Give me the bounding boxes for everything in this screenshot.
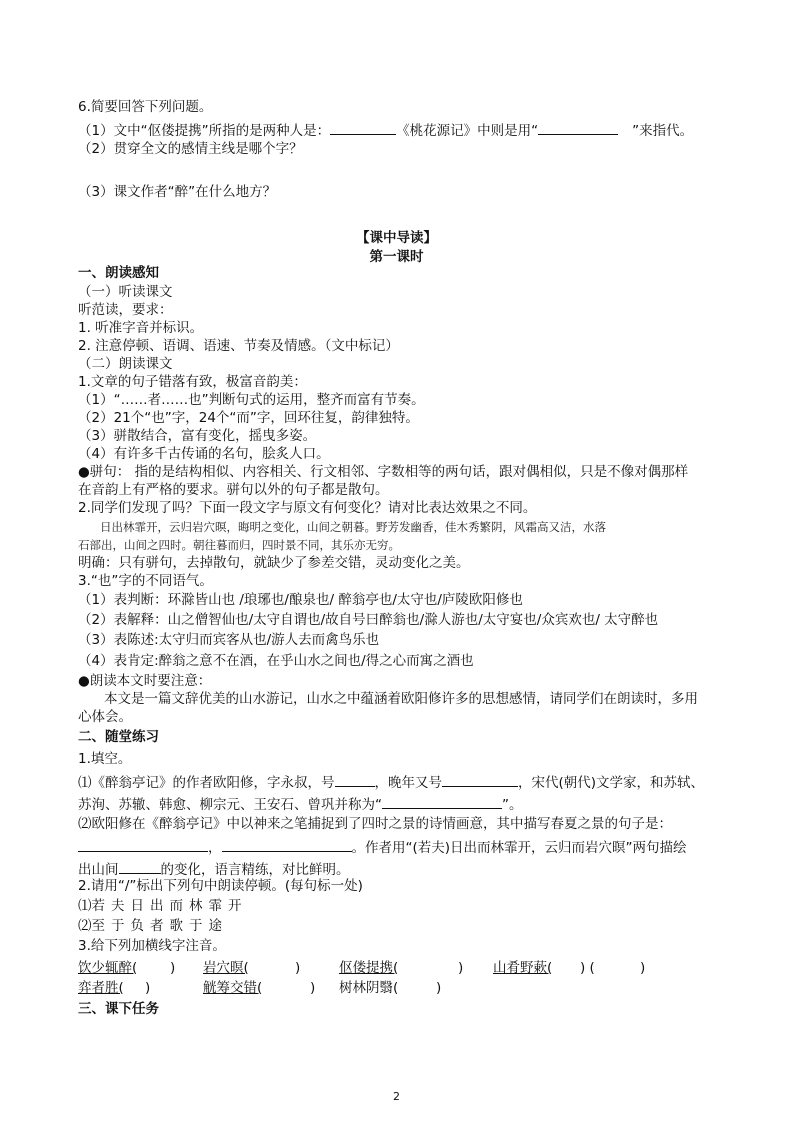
part2-line: 2.请用“/”标出下列句中朗读停顿。(每句标一处) [78, 878, 363, 894]
pause-sentence-text: 若夫日出而林霏开 [91, 898, 248, 914]
fill-text: 苏洵、苏辙、韩愈、柳宗元、王安石、曾巩并称为“ [78, 797, 382, 813]
part1-line: 1.文章的句子错落有致，极富音韵美： [78, 374, 307, 390]
fill-in-line [78, 794, 523, 814]
part1-line: 1. 听准字音并标识。 [78, 320, 204, 336]
pinyin-close: ) [436, 980, 442, 996]
part1-title: 一、朗读感知 [78, 265, 159, 281]
part1-line: 听范读，要求： [78, 302, 173, 318]
fill-text: ，晚年又号 [374, 775, 442, 791]
part3-title: 三、课下任务 [78, 1001, 159, 1017]
pinyin-item[interactable]: 弈者胜( [78, 980, 124, 996]
pinyin-close: ) [458, 960, 464, 976]
part1-sub1: （一）听读课文 [78, 284, 173, 300]
fill-text: ⑴《醉翁亭记》的作者欧阳修，字永叔，号 [78, 775, 335, 791]
pause-sentence[interactable] [78, 897, 248, 915]
q6-part1-text-c: ”来指代。 [632, 123, 694, 139]
pinyin-item[interactable]: 伛偻提携( [339, 960, 399, 976]
part1-line: （2）表解释：山之僧智仙也/太守自谓也/故自号曰醉翁也/滁人游也/太守宴也/众宾欢也/ 太守醉也 [78, 612, 659, 628]
answer-blank[interactable] [119, 859, 161, 874]
part1-line: （4）表肯定:醉翁之意不在酒，在乎山水之间也/得之心而寓之酒也 [78, 653, 474, 669]
section-heading: 【课中导读】 [356, 230, 437, 246]
part1-line: （4）有许多千古传诵的名句，脍炙人口。 [78, 446, 330, 462]
pinyin-close: ) [640, 960, 646, 976]
answer-blank[interactable] [78, 837, 208, 852]
part1-line: ●朗读本文时要注意： [78, 673, 212, 689]
pinyin-close: ) ( [580, 960, 595, 976]
q6-part2: （2）贯穿全文的感情主线是哪个字？ [78, 141, 303, 157]
answer-blank[interactable] [442, 772, 518, 787]
answer-blank[interactable] [382, 794, 502, 809]
part2-title: 二、随堂练习 [78, 729, 159, 745]
answer-blank[interactable] [330, 120, 396, 135]
part1-line: （3）骈散结合，富有变化，摇曳多姿。 [78, 428, 317, 444]
part1-line: （3）表陈述:太守归而宾客从也/游人去而禽鸟乐也 [78, 632, 380, 648]
part1-line: （1）表判断：环滁皆山也 /琅琊也/酿泉也/ 醉翁亭也/太守也/庐陵欧阳修也 [78, 592, 523, 608]
fill-text: ， [208, 840, 222, 856]
fill-text: 出山间 [78, 862, 119, 878]
part1-line: （1）“……者……也”判断句式的运用，整齐而富有节奏。 [78, 392, 425, 408]
pinyin-close: ) [145, 980, 151, 996]
pinyin-item[interactable]: 岩穴暝( [203, 960, 249, 976]
pinyin-item[interactable]: 饮少辄醉( [78, 960, 138, 976]
pinyin-close: ) [170, 960, 176, 976]
fill-in-line: ⑵欧阳修在《醉翁亭记》中以神来之笔捕捉到了四时之景的诗情画意，其中描写春夏之景的句子是： [78, 816, 672, 832]
part1-line: 3.“也”字的不同语气。 [78, 573, 213, 589]
part1-line: 2.同学们发现了吗？下面一段文字与原文有何变化？请对比表达效果之不同。 [78, 500, 537, 516]
pause-sentence-text: 至于负者歌于途 [91, 918, 228, 934]
part1-line: 2. 注意停顿、语调、语速、节奏及情感。（文中标记） [78, 338, 399, 354]
pinyin-item[interactable]: 觥筹交错( [203, 980, 263, 996]
fill-text: ，宋代(朝代)文学家，和苏轼、 [518, 775, 705, 791]
answer-blank[interactable] [538, 120, 618, 135]
q6-part3: （3）课文作者“醉”在什么地方？ [78, 184, 277, 200]
pause-sentence[interactable] [78, 917, 228, 935]
pinyin-item[interactable]: 树林阴翳( [339, 980, 399, 996]
answer-blank[interactable] [222, 837, 352, 852]
lesson-heading: 第一课时 [369, 249, 424, 265]
q6-title: 6.简要回答下列问题。 [78, 99, 213, 115]
q6-part1-text-a: （1）文中“伛偻提携”所指的是两种人是： [78, 123, 331, 139]
pinyin-item[interactable]: 山肴野蔌( [493, 960, 553, 976]
answer-blank[interactable] [335, 772, 375, 787]
page-number: 2 [393, 1090, 400, 1103]
quoted-passage-line: 日出林霏开，云归岩穴暝，晦明之变化，山间之朝暮。野芳发幽香，佳木秀繁阴，风霜高又洁，水落 [100, 520, 606, 534]
fill-text: ⑵ [78, 918, 92, 934]
pinyin-close: ) [295, 960, 301, 976]
fill-in-line [78, 772, 704, 792]
q6-part1 [78, 120, 693, 140]
part1-line: 明确：只有骈句，去掉散句，就缺少了参差交错，灵动变化之美。 [78, 555, 470, 571]
q6-part1-text-b: 《桃花源记》中则是用“ [396, 123, 539, 139]
part1-line: 在音韵上有严格的要求。骈句以外的句子都是散句。 [78, 482, 389, 498]
quoted-passage-line: 石部出，山间之四时。朝往暮而归，四时景不同，其乐亦无穷。 [78, 538, 400, 552]
part1-line: （2）21个“也”字，24个“而”字，回环往复，韵律独特。 [78, 410, 419, 426]
fill-text: 的变化，语言精练，对比鲜明。 [160, 862, 350, 878]
fill-text: 。作者用“(若夫)日出而林霏开，云归而岩穴暝”两句描绘 [351, 840, 687, 856]
fill-text: ”。 [502, 797, 523, 813]
fill-in-line [78, 837, 687, 857]
pinyin-close: ) [310, 980, 316, 996]
part2-line: 1.填空。 [78, 751, 132, 767]
fill-text: ⑴ [78, 898, 92, 914]
part1-line: 心体会。 [78, 709, 132, 725]
part1-sub2: （二）朗读课文 [78, 356, 173, 372]
fill-in-line [78, 859, 350, 879]
part1-line: 本文是一篇文辞优美的山水游记，山水之中蕴涵着欧阳修许多的思想感情，请同学们在朗读时，多用 [104, 691, 698, 707]
part2-line: 3.给下列加横线字注音。 [78, 938, 226, 954]
parallel-sentence-definition: ●骈句： 指的是结构相似、内容相关、行文相邻、字数相等的两句话，跟对偶相似，只是不像对偶那样 [78, 464, 689, 480]
